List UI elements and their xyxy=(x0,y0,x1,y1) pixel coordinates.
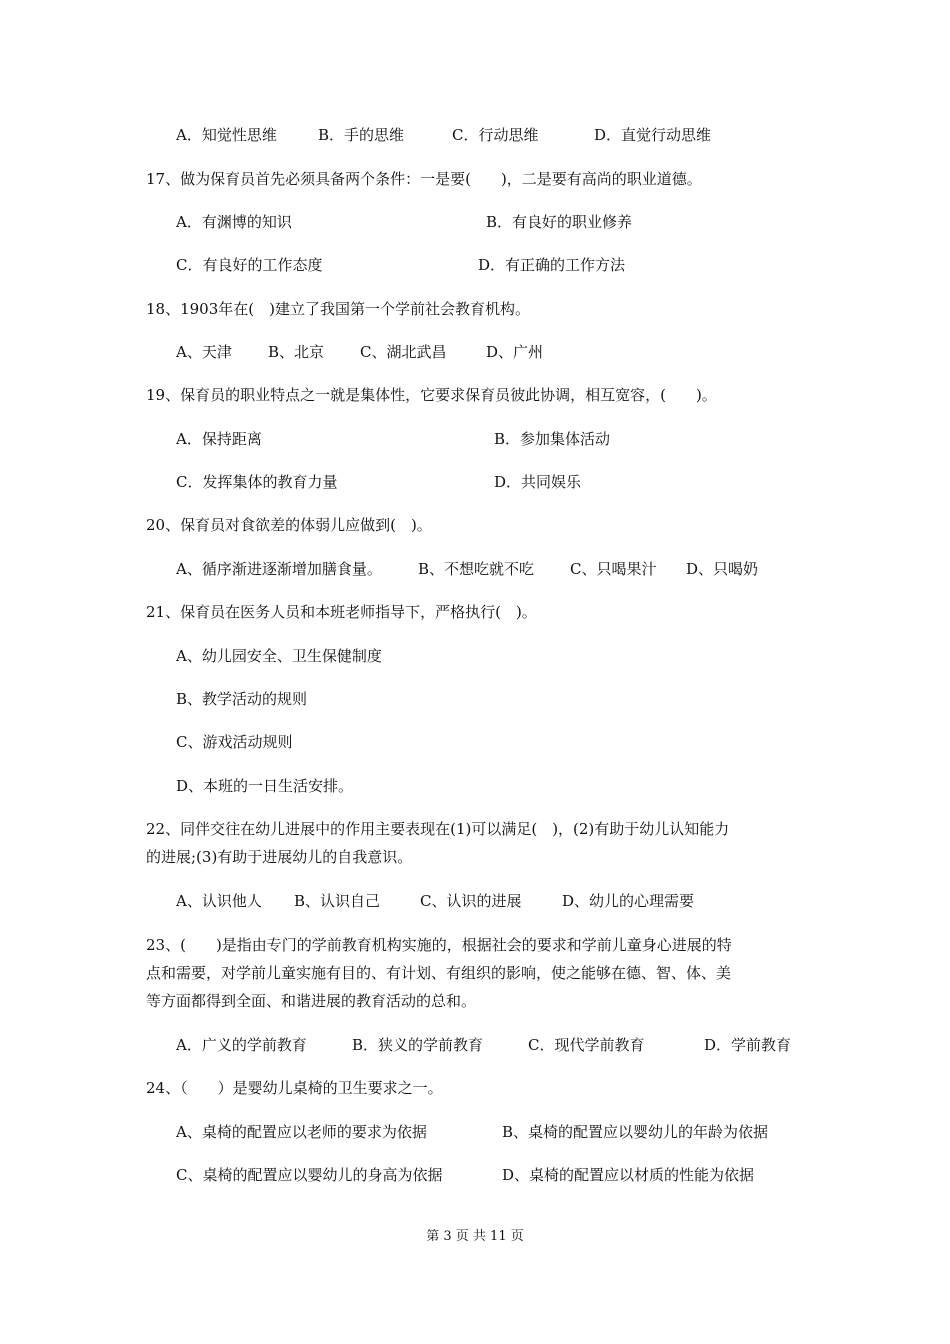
question-stem: 24、（ ）是婴幼儿桌椅的卫生要求之一。 xyxy=(146,1079,443,1097)
option-a: A、幼儿园安全、卫生保健制度 xyxy=(176,647,382,665)
option-d: D、广州 xyxy=(486,343,544,361)
option-d: D．共同娱乐 xyxy=(494,473,582,491)
option-b: B、认识自己 xyxy=(294,892,381,910)
option-b: B．参加集体活动 xyxy=(494,430,611,448)
option-d: D、桌椅的配置应以材质的性能为依据 xyxy=(502,1166,755,1184)
option-d: D．有正确的工作方法 xyxy=(478,256,626,274)
option-b: B．狭义的学前教育 xyxy=(352,1036,484,1054)
option-c: C、认识的进展 xyxy=(420,892,522,910)
option-a: A、天津 xyxy=(176,343,232,361)
option-a: A、循序渐进逐渐增加膳食量。 xyxy=(176,560,382,578)
page-footer: 第 3 页 共 11 页 xyxy=(426,1229,524,1244)
option-d: D．学前教育 xyxy=(704,1036,792,1054)
option-c: C、湖北武昌 xyxy=(360,343,447,361)
option-d: D．直觉行动思维 xyxy=(594,126,712,144)
question-stem-line-1: 22、同伴交往在幼儿进展中的作用主要表现在(1)可以满足( )，(2)有助于幼儿认知能力 xyxy=(146,820,730,838)
option-b: B、教学活动的规则 xyxy=(176,690,308,708)
option-c: C．行动思维 xyxy=(452,126,539,144)
question-stem-line-1: 23、( )是指由专门的学前教育机构实施的，根据社会的要求和学前儿童身心进展的特 xyxy=(146,936,732,954)
question-stem: 18、1903年在( )建立了我国第一个学前社会教育机构。 xyxy=(146,300,530,318)
option-c: C、游戏活动规则 xyxy=(176,733,293,751)
option-c: C、只喝果汁 xyxy=(570,560,657,578)
question-stem-line-2: 点和需要，对学前儿童实施有目的、有计划、有组织的影响，使之能够在德、智、体、美 xyxy=(146,964,732,982)
option-a: A、认识他人 xyxy=(176,892,262,910)
question-stem: 20、保育员对食欲差的体弱儿应做到( )。 xyxy=(146,516,432,534)
option-a: A、桌椅的配置应以老师的要求为依据 xyxy=(176,1123,427,1141)
option-a: A．保持距离 xyxy=(176,430,262,448)
option-d: D、本班的一日生活安排。 xyxy=(176,777,354,795)
option-c: C．发挥集体的教育力量 xyxy=(176,473,338,491)
option-b: B．手的思维 xyxy=(318,126,405,144)
option-a: A．有渊博的知识 xyxy=(176,213,292,231)
question-stem-line-3: 等方面都得到全面、和谐进展的教育活动的总和。 xyxy=(146,992,477,1010)
option-b: B、北京 xyxy=(268,343,325,361)
option-d: D、只喝奶 xyxy=(686,560,759,578)
question-stem-line-2: 的进展;(3)有助于进展幼儿的自我意识。 xyxy=(146,848,413,866)
option-b: B、不想吃就不吃 xyxy=(418,560,535,578)
option-b: B．有良好的职业修养 xyxy=(486,213,633,231)
option-c: C．现代学前教育 xyxy=(528,1036,645,1054)
option-b: B、桌椅的配置应以婴幼儿的年龄为依据 xyxy=(502,1123,769,1141)
option-a: A．知觉性思维 xyxy=(176,126,277,144)
option-c: C．有良好的工作态度 xyxy=(176,256,323,274)
question-stem: 21、保育员在医务人员和本班老师指导下，严格执行( )。 xyxy=(146,603,537,621)
option-c: C、桌椅的配置应以婴幼儿的身高为依据 xyxy=(176,1166,443,1184)
option-a: A．广义的学前教育 xyxy=(176,1036,307,1054)
question-stem: 19、保育员的职业特点之一就是集体性，它要求保育员彼此协调，相互宽容，( )。 xyxy=(146,386,717,404)
option-d: D、幼儿的心理需要 xyxy=(562,892,695,910)
question-stem: 17、做为保育员首先必须具备两个条件：一是要( )，二是要有高尚的职业道德。 xyxy=(146,170,702,188)
